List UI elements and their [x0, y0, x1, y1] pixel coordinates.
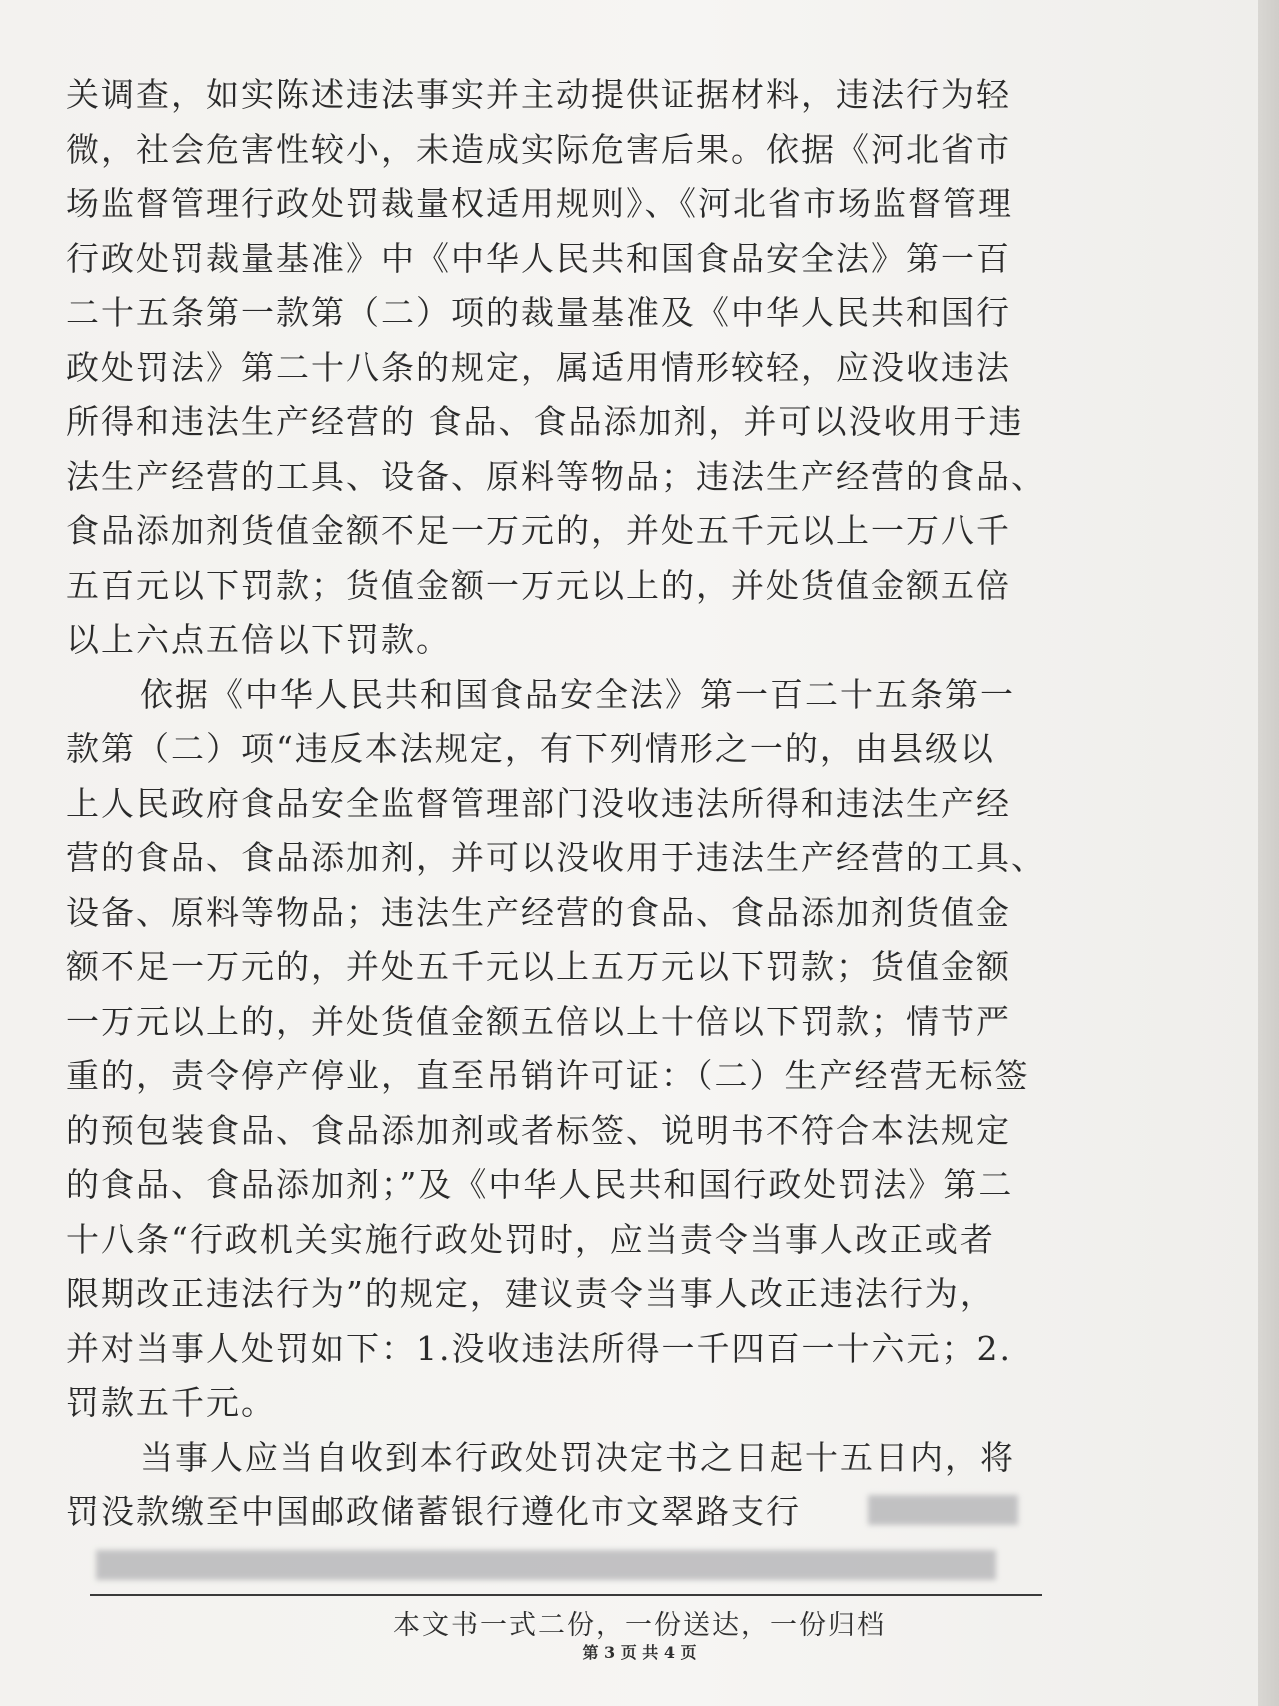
body-line: 五百元以下罚款；货值金额一万元以上的，并处货值金额五倍 — [66, 565, 1011, 605]
body-line: 并对当事人处罚如下：1.没收违法所得一千四百一十六元；2. — [66, 1328, 1012, 1368]
body-line: 政处罚法》第二十八条的规定，属适用情形较轻，应没收违法 — [66, 347, 1011, 387]
body-line: 设备、原料等物品；违法生产经营的食品、食品添加剂货值金 — [66, 892, 1011, 932]
body-line: 十八条“行政机关实施行政处罚时，应当责令当事人改正或者 — [66, 1219, 995, 1259]
page-number: 第 3 页 共 4 页 — [582, 1643, 697, 1662]
paragraph-start-line: 依据《中华人民共和国食品安全法》第一百二十五条第一 — [140, 674, 1015, 714]
body-line: 的预包装食品、食品添加剂或者标签、说明书不符合本法规定 — [66, 1110, 1011, 1150]
body-line: 行政处罚裁量基准》中《中华人民共和国食品安全法》第一百 — [66, 238, 1011, 278]
body-line: 场监督管理行政处罚裁量权适用规则》、《河北省市场监督管理 — [66, 184, 1013, 223]
body-line: 一万元以上的，并处货值金额五倍以上十倍以下罚款；情节严 — [66, 1001, 1011, 1041]
body-line: 的食品、食品添加剂；”及《中华人民共和国行政处罚法》第二 — [66, 1165, 1014, 1204]
body-line: 限期改正违法行为”的规定，建议责令当事人改正违法行为， — [66, 1274, 995, 1313]
body-line: 二十五条第一款第（二）项的裁量基准及《中华人民共和国行 — [66, 293, 1011, 332]
body-line: 微，社会危害性较小，未造成实际危害后果。依据《河北省市 — [66, 129, 1011, 169]
body-line: 营的食品、食品添加剂，并可以没收用于违法生产经营的工具、 — [66, 838, 1046, 877]
body-line: 重的，责令停产停业，直至吊销许可证：（二）生产经营无标签 — [66, 1056, 1030, 1095]
body-line: 法生产经营的工具、设备、原料等物品；违法生产经营的食品、 — [66, 456, 1046, 496]
body-line: 上人民政府食品安全监督管理部门没收违法所得和违法生产经 — [66, 783, 1011, 823]
redacted-account-info — [96, 1550, 996, 1580]
body-line: 所得和违法生产经营的 食品、食品添加剂，并可以没收用于违 — [66, 402, 1024, 441]
body-line: 额不足一万元的，并处五千元以上五万元以下罚款；货值金额 — [66, 947, 1011, 986]
body-line: 罚没款缴至中国邮政储蓄银行遵化市文翠路支行 — [66, 1492, 801, 1531]
redacted-account-info — [868, 1495, 1018, 1525]
body-line: 关调查，如实陈述违法事实并主动提供证据材料，违法行为轻 — [66, 75, 1011, 114]
page-edge-shadow — [1258, 0, 1279, 1706]
body-line: 款第（二）项“违反本法规定，有下列情形之一的，由县级以 — [66, 729, 995, 768]
body-line: 食品添加剂货值金额不足一万元的，并处五千元以上一万八千 — [66, 511, 1011, 550]
paragraph-start-line: 当事人应当自收到本行政处罚决定书之日起十五日内，将 — [140, 1437, 1015, 1477]
document-body — [66, 68, 1066, 1540]
body-line: 罚款五千元。 — [66, 1383, 276, 1422]
copies-note: 本文书一式二份，一份送达，一份归档 — [393, 1610, 886, 1641]
body-line: 以上六点五倍以下罚款。 — [66, 620, 451, 659]
footer-divider — [90, 1594, 1042, 1596]
